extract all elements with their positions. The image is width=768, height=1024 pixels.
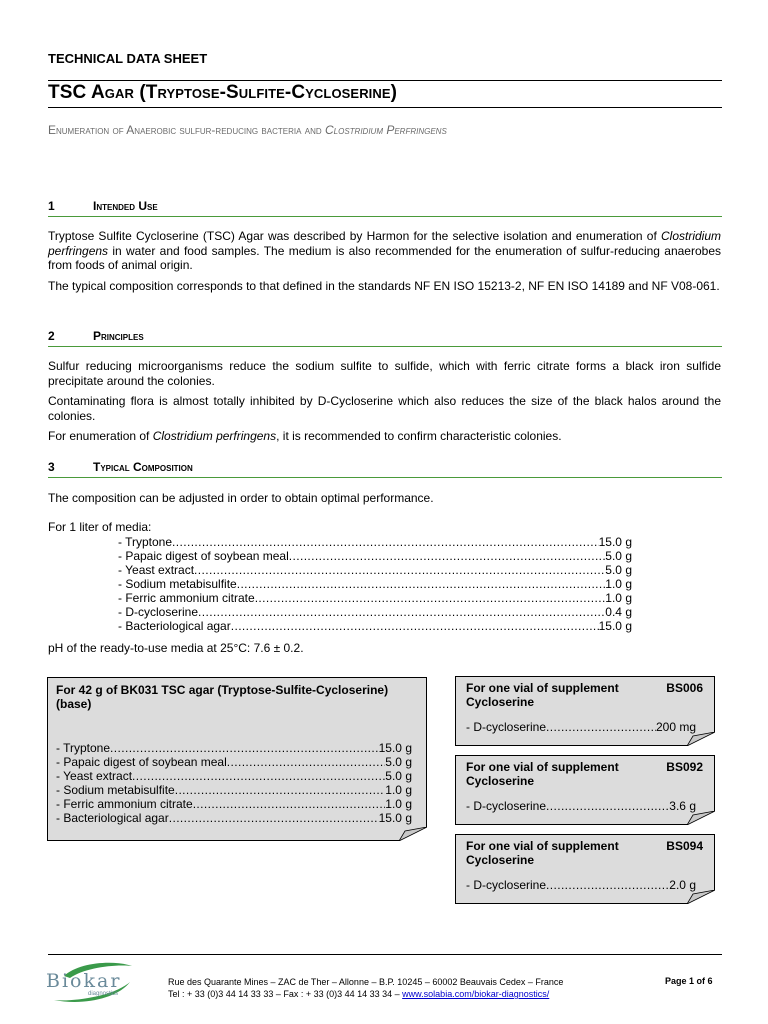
ingredient-name: - Ferric ammonium citrate: [118, 591, 255, 605]
leader-dots: [231, 619, 599, 633]
list-item: [118, 563, 632, 577]
contact-line: [168, 988, 563, 1000]
principles-paragraph-2: Contaminating flora is almost totally inhibited by D-Cycloserine which also reduces the size of the black halos around the colonies.: [48, 394, 721, 423]
supplement-code: BS092: [666, 760, 703, 774]
list-item: [118, 619, 632, 633]
header-rule-top: [48, 80, 722, 81]
ingredient-amount: 1.0 g: [605, 591, 632, 605]
ingredient-name: - D-cycloserine: [118, 605, 199, 619]
leader-dots: [546, 878, 669, 892]
section-heading-principles: [48, 329, 722, 343]
leader-dots: [175, 783, 386, 797]
website-link[interactable]: www.solabia.com/biokar-diagnostics/: [402, 989, 550, 999]
list-item: [118, 549, 632, 563]
composition-per-liter: For 1 liter of media:: [48, 520, 152, 534]
supplement-code: BS006: [666, 681, 703, 695]
ingredient-name: - Papaic digest of soybean meal: [118, 549, 289, 563]
supplement-title-text: For one vial of supplement Cycloserine: [466, 839, 619, 867]
ingredient-amount: 200 mg: [655, 720, 696, 734]
section-rule: [48, 346, 722, 347]
section-title: Typical Composition: [93, 460, 193, 474]
leader-dots: [546, 720, 656, 734]
address-line: Rue des Quarante Mines – ZAC de Ther – Allonne – B.P. 10245 – 60002 Beauvais Cedex – France: [168, 977, 564, 987]
contact-text: Tel : + 33 (0)3 44 14 33 33 – Fax : + 33 (0)3 44 14 33 34 –: [168, 989, 403, 999]
section-heading-composition: [48, 460, 722, 474]
ingredient-name: - D-cycloserine: [466, 878, 547, 892]
subtitle-text: Enumeration of Anaerobic sulfur-reducing bacteria and: [48, 123, 325, 137]
ingredient-name: - D-cycloserine: [466, 720, 547, 734]
supplement-box-bs094: [455, 834, 715, 904]
leader-dots: [546, 799, 669, 813]
list-item: [466, 720, 696, 734]
page-fold-icon: [399, 827, 427, 841]
base-composition-box: [47, 677, 427, 841]
leader-dots: [237, 577, 606, 591]
section-heading-intended-use: [48, 199, 722, 213]
ingredient-name: - Tryptone: [56, 741, 111, 755]
leader-dots: [289, 549, 606, 563]
section-rule: [48, 477, 722, 478]
ingredient-amount: 5.0 g: [605, 563, 632, 577]
biokar-logo: [44, 960, 134, 1004]
supplement-title: [466, 839, 703, 867]
logo-text: Biokar: [46, 970, 122, 992]
ingredient-name: - D-cycloserine: [466, 799, 547, 813]
organism-name: Clostridium perfringens: [48, 229, 721, 258]
list-item: [56, 769, 412, 783]
supplement-box-bs006: [455, 676, 715, 746]
composition-list: [118, 535, 632, 633]
text: in water and food samples. The medium is also recommended for the enumeration of sulfur-reducing anaerobes from foods of animal origin.: [48, 243, 721, 272]
base-box-title: For 42 g of BK031 TSC agar (Tryptose-Sulfite-Cycloserine) (base): [56, 683, 389, 711]
ingredient-amount: 5.0 g: [385, 755, 412, 769]
page-fold-icon: [687, 811, 715, 825]
leader-dots: [194, 563, 605, 577]
leader-dots: [169, 811, 379, 825]
ingredient-name: - Tryptone: [118, 535, 173, 549]
page-fold-icon: [687, 890, 715, 904]
footer-rule: [48, 954, 722, 955]
ingredient-amount: 1.0 g: [385, 797, 412, 811]
ingredient-amount: 3.6 g: [669, 799, 696, 813]
page-number: Page 1 of 6: [665, 976, 713, 986]
ingredient-amount: 5.0 g: [385, 769, 412, 783]
logo-subtext: diagnostics: [88, 991, 119, 997]
composition-intro: The composition can be adjusted in order to obtain optimal performance.: [48, 491, 434, 505]
leader-dots: [110, 741, 379, 755]
ingredient-amount: 5.0 g: [605, 549, 632, 563]
supplement-title: [466, 681, 703, 709]
text: For enumeration of: [48, 429, 153, 443]
list-item: [466, 799, 696, 813]
ingredient-amount: 15.0 g: [598, 619, 632, 633]
section-number: 2: [48, 329, 55, 343]
ingredient-name: - Yeast extract: [56, 769, 133, 783]
section-number: 1: [48, 199, 55, 213]
leader-dots: [227, 755, 386, 769]
supplement-code: BS094: [666, 839, 703, 853]
section-rule: [48, 216, 722, 217]
ingredient-name: - Sodium metabisulfite: [118, 577, 237, 591]
organism-name: Clostridium perfringens: [152, 429, 277, 443]
list-item: [56, 783, 412, 797]
ingredient-amount: 1.0 g: [605, 577, 632, 591]
list-item: [118, 605, 632, 619]
leader-dots: [193, 797, 386, 811]
supplement-box-bs092: [455, 755, 715, 825]
footer-address: [168, 976, 563, 1000]
list-item: [118, 591, 632, 605]
ingredient-amount: 1.0 g: [385, 783, 412, 797]
ingredient-amount: 15.0 g: [598, 535, 632, 549]
ingredient-name: - Bacteriological agar: [118, 619, 231, 633]
intended-use-paragraph-2: The typical composition corresponds to that defined in the standards NF EN ISO 15213-2, NF EN ISO 14189 and NF V08-061.: [48, 279, 720, 293]
subtitle-organism: Clostridium Perfringens: [325, 123, 447, 137]
ingredient-amount: 0.4 g: [605, 605, 632, 619]
ingredient-amount: 15.0 g: [378, 811, 412, 825]
leader-dots: [132, 769, 385, 783]
page-subtitle: [48, 123, 447, 137]
list-item: [466, 878, 696, 892]
text: Tryptose Sulfite Cycloserine (TSC) Agar was described by Harmon for the selective isolation and enumeration of: [48, 229, 661, 243]
list-item: [118, 535, 632, 549]
intended-use-paragraph-1: [48, 229, 721, 273]
principles-paragraph-3: [48, 429, 721, 444]
section-title: Principles: [93, 329, 144, 343]
document-type: TECHNICAL DATA SHEET: [48, 51, 208, 66]
ingredient-name: - Sodium metabisulfite: [56, 783, 175, 797]
header-rule-bottom: [48, 107, 722, 108]
leader-dots: [255, 591, 606, 605]
ingredient-name: - Bacteriological agar: [56, 811, 169, 825]
list-item: [56, 811, 412, 825]
ingredient-amount: 2.0 g: [669, 878, 696, 892]
ingredient-name: - Ferric ammonium citrate: [56, 797, 193, 811]
principles-paragraph-1: Sulfur reducing microorganisms reduce the sodium sulfite to sulfide, which with ferric citrate forms a black iron sulfide precipitate around the colonies.: [48, 359, 721, 388]
list-item: [56, 741, 412, 755]
page-title: TSC Agar (Tryptose-Sulfite-Cycloserine): [48, 82, 398, 103]
base-box-list: [56, 741, 412, 825]
ingredient-name: - Papaic digest of soybean meal: [56, 755, 227, 769]
page-fold-icon: [687, 732, 715, 746]
section-number: 3: [48, 460, 55, 474]
supplement-title-text: For one vial of supplement Cycloserine: [466, 760, 619, 788]
leader-dots: [172, 535, 599, 549]
ingredient-amount: 15.0 g: [378, 741, 412, 755]
supplement-title-text: For one vial of supplement Cycloserine: [466, 681, 619, 709]
list-item: [118, 577, 632, 591]
text: , it is recommended to confirm characteristic colonies.: [276, 429, 562, 443]
ph-statement: pH of the ready-to-use media at 25°C: 7.6 ± 0.2.: [48, 641, 304, 655]
supplement-title: [466, 760, 703, 788]
leader-dots: [198, 605, 605, 619]
ingredient-name: - Yeast extract: [118, 563, 195, 577]
list-item: [56, 755, 412, 769]
list-item: [56, 797, 412, 811]
section-title: Intended Use: [93, 199, 158, 213]
